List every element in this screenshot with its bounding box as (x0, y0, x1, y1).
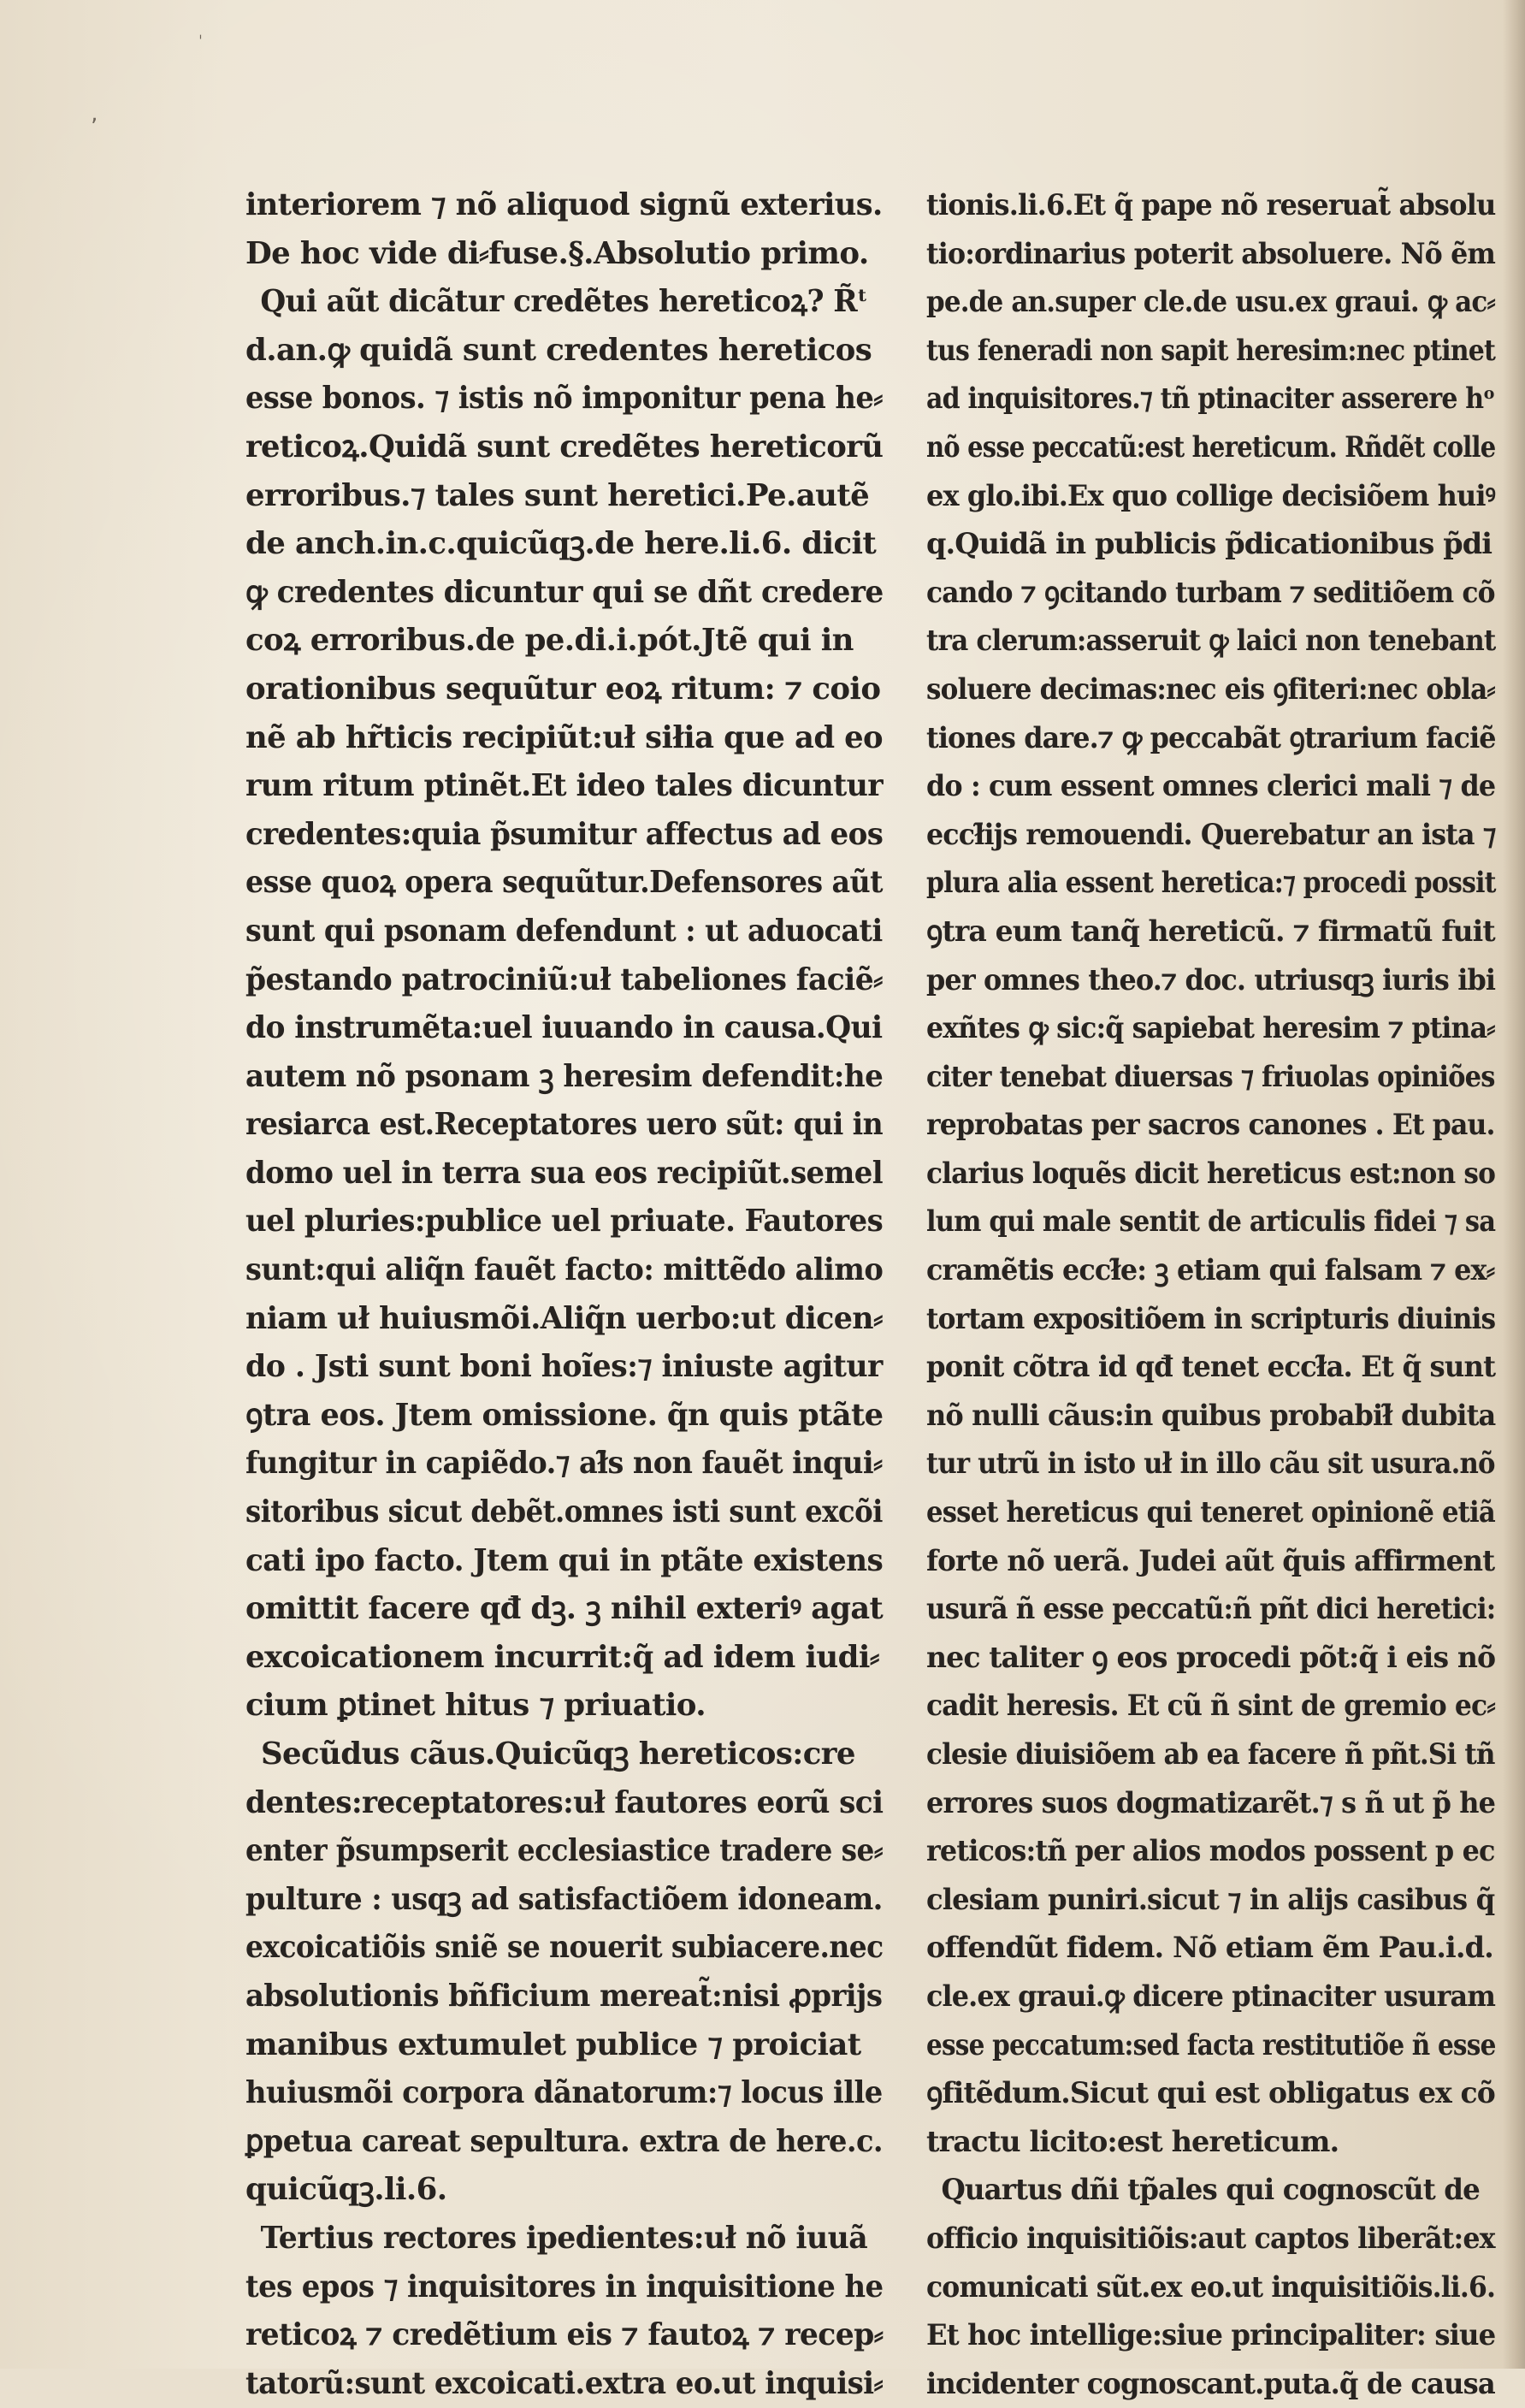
text-line: huiusmõi corpora dãnatorum:⁊ locus ille (245, 2075, 883, 2111)
margin-speck: ˈ (198, 33, 203, 50)
text-line: p̃estando patrociniũ:uł tabeliones faciẽ⸗ (245, 961, 883, 997)
text-line: esse peccatum:sed facta restitutiõe ñ esse (926, 2027, 1496, 2062)
text-line: tortam expositiõem in scripturis diuinis (926, 1301, 1496, 1335)
text-line: ad inquisitores.⁊ tñ ptinaciter asserere hᵒ (926, 382, 1495, 416)
left-text-column (245, 181, 883, 2408)
text-line: sitoribus sicut debẽt.omnes isti sunt excõi (245, 1494, 883, 1530)
text-line: lum qui male sentit de articulis fidei ⁊ sa (926, 1204, 1496, 1239)
text-line: exñtes ꝙ sic:q̃ sapiebat heresim ⁊ ptina⸗ (926, 1011, 1495, 1045)
text-line: cati ipo facto. Jtem qui in ptãte existens (245, 1542, 884, 1578)
text-line: soluere decimas:nec eis ꝯfiteri:nec obla⸗ (926, 672, 1495, 706)
text-line: coꝝ erroribus.de pe.di.i.pót.Jtẽ qui in (245, 623, 854, 659)
text-line: interiorem ⁊ nõ aliquod signũ exterius. (245, 187, 883, 222)
text-line: credentes:quia p̃sumitur affectus ad eos (245, 816, 884, 852)
text-line: eccł̃ijs remouendi. Querebatur an ista ⁊ (926, 817, 1496, 851)
text-line: cramẽtis eccł̃e: ꝫ etiam qui falsam ⁊ ex⸗ (926, 1253, 1495, 1287)
text-line: usurã ñ esse peccatũ:ñ pñt dici heretici: (926, 1592, 1496, 1626)
text-line: q.Quidã in publicis p̃dicationibus p̃di (926, 527, 1492, 561)
text-line: tur utrũ in isto uł in illo cãu sit usura.nõ (926, 1447, 1495, 1481)
text-line: tractu licito:est hereticum. (926, 2124, 1339, 2158)
text-line: incidenter cognoscant.puta.q̃ de causa (926, 2366, 1495, 2400)
right-text-column (926, 181, 1495, 2408)
margin-speck: ‚ (91, 101, 98, 127)
text-line: esse quoꝝ opera sequũtur.Defensores aũt (245, 865, 883, 901)
page-gutter-edge (1503, 0, 1525, 2369)
text-line: tra clerum:asseruit ꝙ laici non tenebant (926, 624, 1496, 658)
text-line: Tertius rectores ipedientes:uł nõ iuuã (260, 2220, 868, 2256)
text-line: ponit cõtra id qđ tenet eccł̃a. Et q̃ sunt (926, 1350, 1496, 1384)
text-line: dentes:receptatores:uł fautores eorũ sci (245, 1784, 884, 1820)
text-line: d.an.ꝙ quidã sunt credentes hereticos (245, 332, 872, 368)
text-line: clesiam puniri.sicut ⁊ in alijs casibus q̃ (926, 1882, 1495, 1916)
text-line: excoicationem incurrit:q̃ ad idem iudi⸗ (245, 1639, 879, 1675)
text-line: tio:ordinarius poterit absoluere. Nõ ẽm (926, 236, 1496, 270)
text-line: clarius loquẽs dicit hereticus est:non so (926, 1156, 1496, 1190)
text-line: autem nõ psonam ꝫ heresim defendit:he (245, 1058, 884, 1094)
text-line: cadit heresis. Et cũ ñ sint de gremio ec⸗ (926, 1689, 1495, 1723)
text-line: nõ esse peccatũ:est hereticum. Rñdẽt colle (926, 429, 1496, 464)
text-line: ꝯtra eos. Jtem omissione. q̃n quis ptãte (245, 1397, 884, 1433)
text-line: reticoꝝ ⁊ credẽtium eis ⁊ fautoꝝ ⁊ recep⸗ (245, 2317, 884, 2353)
text-line: ꝯtra eum tanq̃ hereticũ. ⁊ firmatũ fuit (926, 914, 1495, 948)
text-line: tiones dare.⁊ ꝙ peccabãt ꝯtrarium faciẽ (926, 720, 1496, 754)
text-line: citer tenebat diuersas ⁊ friuolas opiniões (926, 1059, 1495, 1093)
text-line: pulture : usqꝫ ad satisfactiõem idoneam. (245, 1881, 883, 1917)
text-line: clesie diuisiõem ab ea facere ñ pñt.Si tñ (926, 1737, 1495, 1771)
text-line: esse bonos. ⁊ istis nõ imponitur pena he⸗ (245, 381, 883, 417)
text-line: reprobatas per sacros canones . Et pau. (926, 1108, 1495, 1142)
text-line: nõ nulli cãus:in quibus probabił̃ dubita (926, 1398, 1496, 1432)
text-line: fungitur in capiẽdo.⁊ ał̃s non fauẽt inqui⸗ (245, 1446, 883, 1482)
text-line: do . Jsti sunt boni hoĩes:⁊ iniuste agitur (245, 1349, 883, 1385)
text-line: plura alia essent heretica:⁊ procedi possit (926, 866, 1496, 900)
text-line: reticoꝝ.Quidã sunt credẽtes hereticorũ (245, 429, 884, 464)
text-line: orationibus sequũtur eoꝝ ritum: ⁊ coio (245, 671, 881, 707)
text-line: esset hereticus qui teneret opinionẽ etiã (926, 1495, 1495, 1529)
text-line: do : cum essent omnes clerici mali ⁊ de (926, 769, 1496, 803)
text-line: sunt qui psonam defendunt : ut aduocati (245, 913, 883, 949)
text-line: quicũqꝫ.li.6. (245, 2172, 447, 2208)
text-line: De hoc vide di⸗fuse.§.Absolutio primo. (245, 235, 869, 271)
text-line: errores suos dogmatizarẽt.⁊ s ñ ut p̃ he (926, 1785, 1496, 1819)
text-line: Secũdus cãus.Quicũqꝫ hereticos:cre (261, 1736, 855, 1772)
text-line: enter p̃sumpserit ecclesiastice tradere se⸗ (245, 1833, 884, 1869)
text-line: reticos:tñ per alios modos possent p ec (926, 1834, 1495, 1868)
text-line: do instrumẽta:uel iuuando in causa.Qui (245, 1010, 883, 1046)
text-line: ꝑpetua careat sepultura. extra de here.c. (245, 2123, 884, 2159)
text-line: officio inquisitiõis:aut captos liberãt:ex (926, 2221, 1495, 2255)
text-line: uel pluries:publice uel priuate. Fautores (245, 1204, 884, 1239)
text-line: tatorũ:sunt excoicati.extra eo.ut inquisi⸗ (245, 2365, 884, 2401)
text-line: tionis.li.6.Et q̃ pape nõ reseruat̃ absolu (926, 188, 1496, 222)
text-line: ꝯfitẽdum.Sicut qui est obligatus ex cõ (926, 2076, 1495, 2110)
text-line: cando ⁊ ꝯcitando turbam ⁊ seditiõem cõ (926, 575, 1495, 609)
text-line: ꝙ credentes dicuntur qui se dñt credere (245, 574, 884, 610)
text-line: tes epos ⁊ inquisitores in inquisitione he (245, 2269, 884, 2304)
text-line: de anch.in.c.quicũqꝫ.de here.li.6. dicit (245, 526, 877, 562)
text-line: offendũt fidem. Nõ etiam ẽm Pau.i.d. (926, 1931, 1493, 1965)
text-line: rum ritum ptinẽt.Et ideo tales dicuntur (245, 768, 884, 804)
text-line: nẽ ab hr̃ticis recipiũt:uł siłia que ad eo (245, 719, 884, 755)
text-line: per omnes theo.⁊ doc. utriusqꝫ iuris ibi (926, 962, 1496, 997)
text-line: Et hoc intellige:siue principaliter: siue (926, 2318, 1496, 2352)
text-line: omittit facere qđ dꝫ. ꝫ nihil exteriꝰ agat (245, 1591, 884, 1627)
text-line: cle.ex graui.ꝙ dicere ptinaciter usuram (926, 1979, 1496, 2013)
text-line: niam uł huiusmõi.Aliq̃n uerbo:ut dicen⸗ (245, 1300, 883, 1336)
text-line: Qui aũt dicãtur credẽtes hereticoꝝ? R̃ᵗ (260, 284, 868, 320)
text-line: tus feneradi non sapit heresim:nec ptinet (926, 333, 1496, 367)
text-line: domo uel in terra sua eos recipiũt.semel (245, 1155, 884, 1191)
text-line: sunt:qui aliq̃n fauẽt facto: mittẽdo alimo (245, 1252, 884, 1288)
text-line: pe.de an.super cle.de usu.ex graui. ꝙ ac⸗ (926, 285, 1495, 319)
text-line: absolutionis bñficium mereat̃:nisi ꝓprijs (245, 1978, 883, 2014)
text-line: forte nõ uerã. Judei aũt q̃uis affirment (926, 1543, 1495, 1577)
text-line: cium ꝑtinet hitus ⁊ priuatio. (245, 1688, 706, 1724)
text-line: erroribus.⁊ tales sunt heretici.Pe.autẽ (245, 477, 870, 513)
text-line: Quartus dñi tp̃ales qui cognoscũt de (941, 2173, 1480, 2207)
text-line: comunicati sũt.ex eo.ut inquisitiõis.li.6. (926, 2269, 1496, 2304)
text-line: manibus extumulet publice ⁊ proiciat (245, 2026, 861, 2062)
text-line: nec taliter ꝯ eos procedi põt:q̃ i eis nõ (926, 1640, 1496, 1674)
text-line: ex glo.ibi.Ex quo collige decisiõem huiꝰ (926, 478, 1496, 512)
text-line: excoicatiõis sniẽ se nouerit subiacere.nec (245, 1930, 884, 1966)
text-line: resiarca est.Receptatores uero sũt: qui in (245, 1107, 884, 1143)
